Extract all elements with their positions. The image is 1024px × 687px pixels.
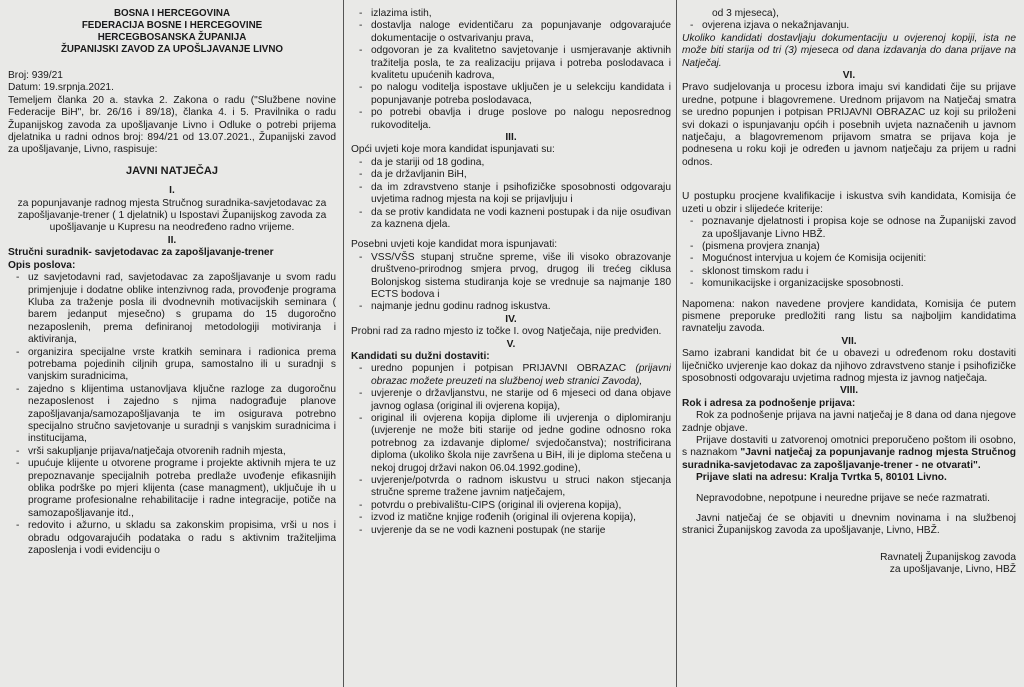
date: Datum: 19.srpnja.2021.	[8, 82, 114, 94]
header-line: FEDERACIJA BOSNE I HERCEGOVINE	[81, 20, 263, 31]
document-form-label: uredno popunjen i potpisan PRIJAVNI OBRAZAC	[371, 363, 627, 375]
list-item: - po nalogu voditelja ispostave uključen je u selekciju kandidata i popunjavanje potreba poslodavaca,	[371, 82, 671, 107]
note-paragraph: Napomena: nakon navedene provjere kandidata, Komisija će putem pismene preporuke predložiti rang listu sa najboljim kandidatima ravnatelju zavoda.	[682, 298, 1016, 335]
section-number: V.	[506, 338, 516, 350]
signature-line: Ravnatelj Županijskog zavoda	[880, 551, 1016, 563]
list-item: - odgovoran je za kvalitetno savjetovanje i usmjeravanje aktivnih tražitelja posla, te za realizaciju prijava i potreba poslodavaca i kvalitetu upućenih kadrova,	[371, 45, 671, 82]
section-number: VII.	[841, 335, 857, 347]
duties-list	[8, 272, 336, 557]
list-item: - zajedno s klijentima ustanovljava ključne razloge za dugoročnu nezaposlenost i zajedno s njima nadograđuje planove zapošljavanja/samozapošljavanja te im osigurava potrebno specijalno stručno savjetovanje u suradnji s vanjskim suradnicima i institucijama,	[28, 384, 336, 446]
late-applications-text: Nepravodobne, nepotpune i neuredne prijave se neće razmatrati.	[696, 492, 990, 504]
column-2	[351, 8, 671, 687]
document-continued: od 3 mjeseca),	[712, 8, 779, 19]
position-heading: Stručni suradnik- savjetodavac za zapošljavanje-trener	[8, 247, 274, 259]
duties-list-continued	[351, 8, 671, 132]
section-number: III.	[505, 132, 517, 144]
column-1	[8, 8, 336, 687]
column-divider	[676, 0, 677, 687]
address: Prijave slati na adresu: Kralja Tvrtka 5, 80101 Livno.	[696, 472, 947, 484]
list-item: - ovjerena izjava o nekažnjavanju.	[702, 20, 1016, 32]
list-item: - izlazima istih,	[371, 8, 671, 20]
signature-line: za upošljavanje, Livno, HBŽ	[889, 564, 1016, 576]
section-4-text: Probni rad za radno mjesto iz točke I. ovog Natječaja, nije predviđen.	[351, 326, 662, 338]
section-7-text: Samo izabrani kandidat bit će u obavezi u određenom roku dostaviti liječničko uvjerenje kao dokaz da njihovo zdravstveno stanje i psihofizičke sposobnosti odgovaraju uvjetima radnog mjesta iz javnog natječaja.	[682, 348, 1016, 384]
publication-text: Javni natječaj će se objaviti u dnevnim novinama i na službenoj stranici Županijskog zavoda za upošljavanje, Livno, HBŽ.	[682, 513, 1016, 537]
column-3	[682, 8, 1016, 687]
header-line: BOSNA I HERCEGOVINA	[113, 8, 231, 19]
list-item: - da im zdravstveno stanje i psihofizičke sposobnosti odgovaraju uvjetima radnog mjesta na koji se prijavljuju i	[371, 182, 671, 207]
copy-note: Ukoliko kandidati dostavljaju dokumentaciju u ovjerenoj kopiji, ista ne može biti starija od tri (3) mjeseca od dana izdavanja do dana prijave na Natječaj.	[682, 32, 1016, 69]
section-number: IV.	[505, 313, 517, 325]
criteria-intro: U postupku procjene kvalifikacije i iskustva svih kandidata, Komisija će uzeti u obzir i slijedeće kriterije:	[682, 191, 1016, 215]
section-number: II.	[167, 234, 177, 246]
list-item: - vrši sakupljanje prijava/natječaja otvorenih radnih mjesta,	[28, 446, 336, 458]
section-number: VIII.	[839, 385, 859, 397]
list-item: - original ili ovjerena kopija diplome ili uvjerenja o diplomiranju (uvjerenje ne može biti starije od jedne godine odnosno roka potrebnog za izdavanje diplome/ svjedočanstva); nostrificirana diploma (ukoliko škola nije završena u BiH, ili je diploma stečena u nekoj drugoj državi nakon 06.04.1992.godine),	[371, 413, 671, 475]
header-line: ŽUPANIJSKI ZAVOD ZA UPOŠLJAVANJE LIVNO	[60, 44, 284, 55]
intro-paragraph: Temeljem članka 20 a. stavka 2. Zakona o radu ("Službene novine Federacije BiH", br. 26/16 i 89/18), članka 4. i 5. Pravilnika o radu Županijskog zavoda za upošljavanje Livno i Odluke o potrebi prijema djelatnika u radni odnos broj: 894/21 od 13.07.2021., Županijski zavod za upošljavanje, Livno, raspisuje:	[8, 94, 336, 156]
section-1-text: za popunjavanje radnog mjesta Stručnog suradnika-savjetodavac za zapošljavanje-trener ( 1 djelatnik) u Ispostavi Županijskog zavoda za upošljavanje u Kupresu na neodređeno radno vrijeme.	[17, 197, 327, 234]
list-item: - upućuje klijente u otvorene programe i projekte aktivnih mjera te uz prepoznavanje specijalnih potreba predlaže uvođenje efikasnijih oblika podrške po mjeri klijenta (case managment), uključuje ih u programe profesionalne rehabilitacije i radne integracije, potiče na samozapošljavanje itd.,	[28, 458, 336, 520]
list-item: - uvjerenje da se ne vodi kazneni postupak (ne starije	[371, 525, 671, 537]
list-item: - uvjerenje/potvrda o radnom iskustvu u struci nakon stjecanja stručne spreme tražene javnim natječajem,	[371, 475, 671, 500]
header-line: HERCEGBOSANSKA ŽUPANIJA	[97, 32, 247, 43]
list-item: - izvod iz matične knjige rođenih (original ili ovjerena kopija),	[371, 512, 671, 524]
list-item: - redovito i ažurno, u skladu sa zakonskim propisima, vrši u nos i obradu odgovarajućih podataka o radu s aktivnim tražiteljima zaposlenja i vodi evidenciju o	[28, 520, 336, 557]
special-conditions-intro: Posebni uvjeti koje kandidat mora ispunjavati:	[351, 239, 558, 251]
special-conditions-list	[351, 252, 671, 314]
list-item: - VSS/VŠS stupanj stručne spreme, više ili visoko obrazovanje društveno-prirodnog smjera prvog, drugog ili trećeg ciklusa Bolonjskog sistema studiranja koje se vrednuje sa najmanje 180 ECTS bodova i	[371, 252, 671, 302]
submission-instructions: Prijave dostaviti u zatvorenoj omotnici preporučeno poštom ili osobno, s naznakom	[682, 435, 1016, 459]
general-conditions-list	[351, 157, 671, 231]
deadline-heading: Rok i adresa za podnošenje prijava:	[682, 397, 856, 409]
list-item: - (pismena provjera znanja)	[702, 241, 1016, 253]
notice-title: JAVNI NATJEČAJ	[126, 164, 218, 177]
section-number: I.	[169, 185, 175, 197]
section-number: VI.	[842, 70, 856, 82]
list-item: - da je državljanin BiH,	[371, 169, 671, 181]
list-item: - da se protiv kandidata ne vodi kazneni postupak i da nije osuđivan za kaznena djela.	[371, 207, 671, 232]
list-item: - potvrdu o prebivalištu-CIPS (original ili ovjerena kopija),	[371, 500, 671, 512]
list-item: - poznavanje djelatnosti i propisa koje se odnose na Županijski zavod za upošljavanje Livno HBŽ.	[702, 216, 1016, 241]
document-form-note: (prijavni obrazac možete preuzeti na službenoj web stranici Zavoda),	[371, 363, 671, 387]
documents-list	[351, 363, 671, 537]
list-item: - komunikacijske i organizacijske sposobnosti.	[702, 278, 1016, 290]
deadline-text: Rok za podnošenje prijava na javni natječaj je 8 dana od dana njegove zadnje objave.	[682, 410, 1016, 434]
list-item: - uz savjetodavni rad, savjetodavac za zapošljavanje u svom radu primjenjuje i dodatne oblike intenzivnog rada, provođenje programa Kluba za traženje posla ili dvodnevnih motivacijskih seminara ( barem jedanput mjesečno) s grupama do 15 dugoročno nezaposlenih, prema definiranoj metodologiji motiviranja i aktiviranja,	[28, 272, 336, 346]
list-item	[371, 363, 671, 388]
documents-list-continued	[682, 20, 1016, 32]
list-item: - organizira specijalne vrste kratkih seminara i radionica prema potrebama pojedinih ciljnih grupa, samostalno ili u suradnji s vanjskim suradnicima,	[28, 347, 336, 384]
list-item: - dostavlja naloge evidentičaru za popunjavanje odgovarajuće dokumentacije o ostvarivanju prava,	[371, 20, 671, 45]
list-item: - da je stariji od 18 godina,	[371, 157, 671, 169]
list-item: - Mogućnost intervjua u kojem će Komisija ocijeniti:	[702, 253, 1016, 265]
general-conditions-intro: Opći uvjeti koje mora kandidat ispunjavati su:	[351, 144, 555, 156]
list-item: - sklonost timskom radu i	[702, 266, 1016, 278]
list-item: - uvjerenje o državljanstvu, ne starije od 6 mjeseci od dana objave javnog oglasa (original ili ovjerena kopija),	[371, 388, 671, 413]
duties-heading: Opis poslova:	[8, 259, 76, 271]
list-item: - po potrebi obavlja i druge poslove po nalogu neposrednog rukovoditelja.	[371, 107, 671, 132]
criteria-list	[682, 216, 1016, 290]
reference-number: Broj: 939/21	[8, 70, 63, 81]
submission-label: "Javni natječaj za popunjavanje radnog mjesta Stručnog suradnika-savjetodavac za zapošljavanje-trener - ne otvarati".	[682, 447, 1016, 471]
list-item: - najmanje jednu godinu radnog iskustva.	[371, 301, 671, 313]
column-divider	[343, 0, 344, 687]
submission-text	[682, 435, 1016, 472]
section-6-text: Pravo sudjelovanja u procesu izbora imaju svi kandidati čije su prijave uredne, potpune i blagovremene. Urednom prijavom na Natječaj smatra se uredno popunjen i potpisan PRIJAVNI OBRAZAC uz koji su priloženi svi dokazi o ispunjavanju općih i posebnih uvjeta naznačenih u javnom natječaju, a blagovremenom prijavom smatra se prijava koja je podnesena u roku koji je određen u javnom natječaju za prijem u radni odnos.	[682, 82, 1016, 168]
issuer-header	[8, 8, 336, 56]
documents-heading: Kandidati su dužni dostaviti:	[351, 350, 490, 362]
